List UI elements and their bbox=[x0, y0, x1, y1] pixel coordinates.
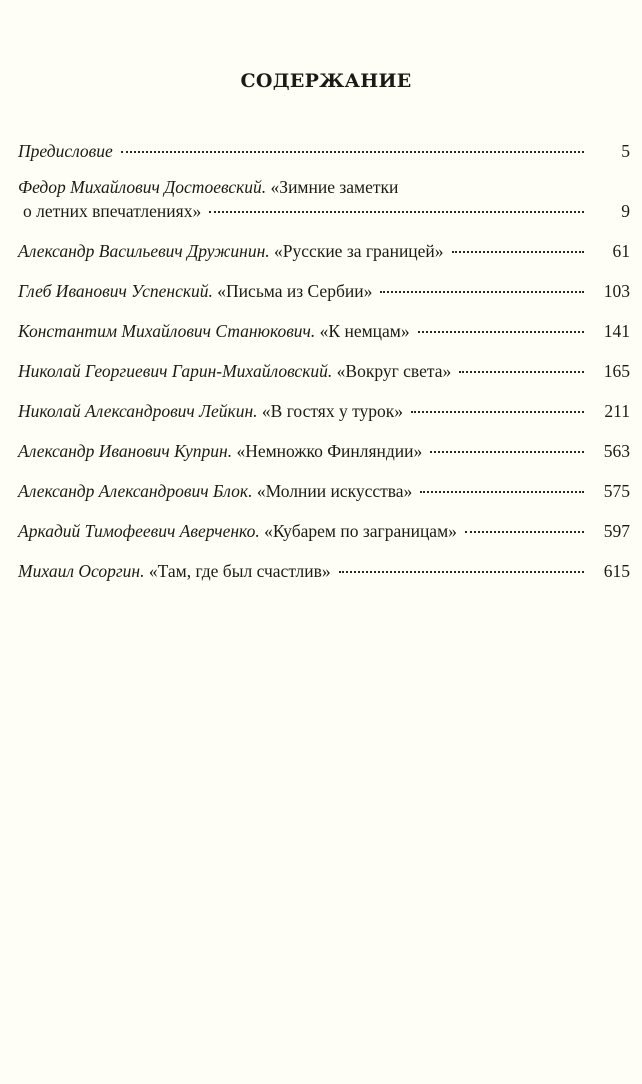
table-of-contents bbox=[18, 137, 630, 597]
toc-entry[interactable] bbox=[18, 137, 630, 161]
entry-work-title: «Там, где был счастлив» bbox=[148, 561, 331, 581]
dot-leader bbox=[339, 557, 584, 577]
entry-author: Предисловие bbox=[18, 141, 113, 161]
entry-author: Александр Александрович Блок. bbox=[18, 481, 253, 501]
entry-page-number: 103 bbox=[603, 281, 630, 301]
toc-entry[interactable] bbox=[18, 397, 630, 421]
toc-entry[interactable] bbox=[18, 517, 630, 541]
dot-leader bbox=[209, 197, 584, 217]
entry-author: Николай Георгиевич Гарин-Михайловский. bbox=[18, 361, 333, 381]
dot-leader bbox=[420, 477, 584, 497]
toc-entry[interactable] bbox=[18, 557, 630, 581]
entry-author: Глеб Иванович Успенский. bbox=[18, 281, 213, 301]
entry-work-title: «Кубарем по заграницам» bbox=[264, 521, 457, 541]
entry-work-title: «Русские за границей» bbox=[274, 241, 444, 261]
entry-author: Федор Михайлович Достоевский. bbox=[18, 177, 267, 197]
entry-page-number: 597 bbox=[603, 521, 630, 541]
entry-work-title-continued: о летних впечатлениях» bbox=[23, 201, 202, 221]
dot-leader bbox=[411, 397, 584, 417]
dot-leader bbox=[459, 357, 584, 377]
dot-leader bbox=[121, 137, 584, 157]
entry-page-number: 5 bbox=[621, 141, 630, 161]
entry-author: Аркадий Тимофеевич Аверченко. bbox=[18, 521, 260, 541]
entry-work-title: «К немцам» bbox=[319, 321, 410, 341]
dot-leader bbox=[452, 237, 584, 257]
toc-entry[interactable] bbox=[18, 437, 630, 461]
entry-work-title: «Немножко Финляндии» bbox=[236, 441, 423, 461]
entry-page-number: 9 bbox=[621, 201, 630, 221]
dot-leader bbox=[380, 277, 584, 297]
entry-work-title: «Вокруг света» bbox=[336, 361, 452, 381]
entry-page-number: 563 bbox=[603, 441, 630, 461]
page-title: СОДЕРЖАНИЕ bbox=[240, 70, 412, 92]
entry-work-title: «Молнии искусства» bbox=[256, 481, 413, 501]
entry-page-number: 141 bbox=[603, 321, 630, 341]
toc-entry[interactable] bbox=[18, 277, 630, 301]
entry-page-number: 61 bbox=[612, 241, 630, 261]
entry-page-number: 615 bbox=[603, 561, 630, 581]
dot-leader bbox=[465, 517, 584, 537]
entry-author: Константим Михайлович Станюкович. bbox=[18, 321, 316, 341]
entry-page-number: 165 bbox=[603, 361, 630, 381]
entry-page-number: 211 bbox=[604, 401, 630, 421]
entry-author: Николай Александрович Лейкин. bbox=[18, 401, 258, 421]
entry-work-title: «В гостях у турок» bbox=[261, 401, 404, 421]
entry-author: Александр Иванович Куприн. bbox=[18, 441, 233, 461]
entry-page-number: 575 bbox=[603, 481, 630, 501]
entry-work-title: «Письма из Сербии» bbox=[217, 281, 373, 301]
toc-entry[interactable] bbox=[18, 317, 630, 341]
entry-author: Александр Васильевич Дружинин. bbox=[18, 241, 270, 261]
entry-author: Михаил Осоргин. bbox=[18, 561, 145, 581]
entry-work-title: «Зимние заметки bbox=[270, 177, 399, 197]
toc-entry[interactable] bbox=[18, 237, 630, 261]
toc-entry[interactable] bbox=[18, 177, 630, 221]
toc-entry[interactable] bbox=[18, 477, 630, 501]
dot-leader bbox=[418, 317, 584, 337]
toc-entry[interactable] bbox=[18, 357, 630, 381]
dot-leader bbox=[430, 437, 584, 457]
